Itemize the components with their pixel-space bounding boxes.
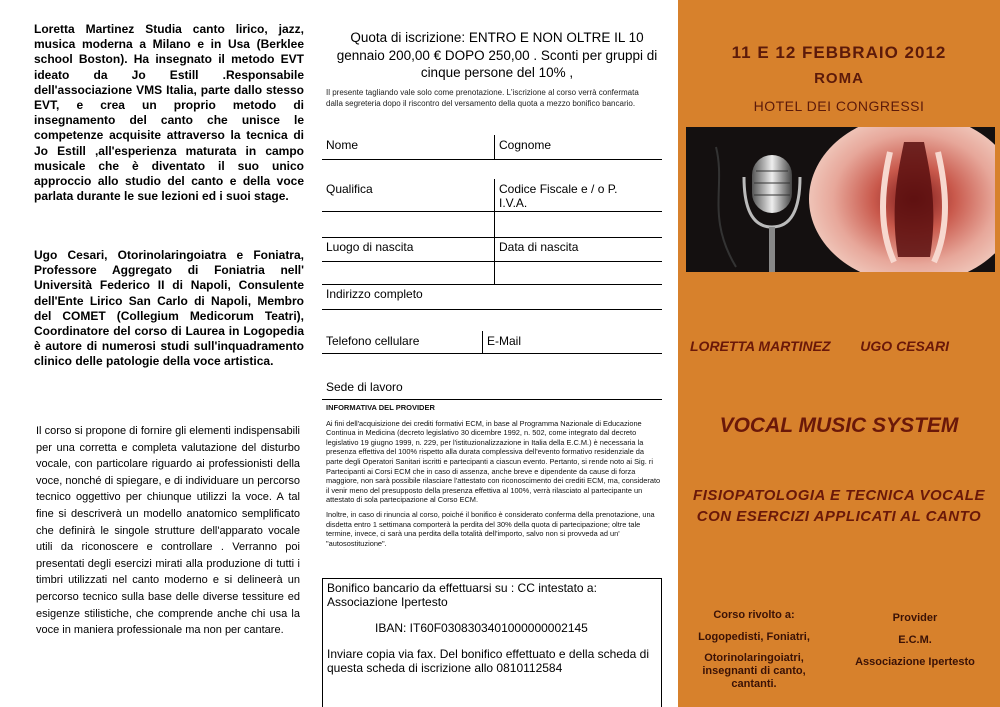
provider-block <box>840 611 990 669</box>
qualifica-field[interactable] <box>322 179 494 196</box>
telefono-field[interactable] <box>322 331 482 348</box>
bank-transfer-box <box>322 578 662 707</box>
cognome-label: Cognome <box>499 138 552 152</box>
divider <box>482 331 483 353</box>
bio-ugo-cesari: Ugo Cesari, Otorinolaringoiatra e Foniatra, Professore Aggregato di Foniatria nell' Università Federico II di Napoli, Consulente dell'Ente Lirico San Carlo di Napoli, Membro del COMET (Collegium Medicorum Teatri), Coordinatore del corso di Laurea in Logopedia è autore di numerosi studi sull'inquadramento clinico delle patologie della voce artistica. <box>34 248 304 369</box>
bio-loretta-martinez: Loretta Martinez Studia canto lirico, jazz, musica moderna a Milano e in Usa (Berklee school Boston). Ha insegnato il metodo EVT ideato da Jo Estill .Responsabile dell'associazione VMS Italia, parte dallo stesso EVT, e crea un proprio metodo di insegnamento del canto che unisce le competenze acquisite attraverso la tecnica di Jo Estill ,all'esperienza maturata in campo musicale che è diventato il suo unico approccio allo studio del canto e della voce parlata durante le sue lezioni ed i suoi stage. <box>34 22 304 204</box>
cognome-field[interactable] <box>495 135 662 152</box>
provider-name: Associazione Ipertesto <box>855 656 975 668</box>
divider <box>494 237 495 284</box>
telefono-label: Telefono cellulare <box>326 334 420 348</box>
cover-image-icon <box>686 127 995 272</box>
speakers <box>690 338 990 354</box>
luogo-nascita-label: Luogo di nascita <box>326 240 414 254</box>
event-subtitle: FISIOPATOLOGIA E TECNICA VOCALE CON ESERCIZI APPLICATI AL CANTO <box>693 487 985 525</box>
sede-lavoro-label: Sede di lavoro <box>326 380 403 394</box>
codice-fiscale-field[interactable] <box>495 179 645 210</box>
form-row-contact <box>322 331 662 354</box>
provider-heading: Provider <box>892 612 938 624</box>
bonifico-line1: Bonifico bancario da effettuarsi su : CC intestato a: <box>327 581 597 595</box>
indirizzo-label: Indirizzo completo <box>326 287 423 301</box>
bonifico-instructions: Inviare copia via fax. Del bonifico effettuato e della scheda di questa scheda di iscrizione allo 0810112584 <box>327 647 649 675</box>
divider <box>494 179 495 237</box>
booking-note: Il presente tagliando vale solo come prenotazione. L'iscrizione al corso verrà confermata dalla segreteria dopo il riscontro del versamento della quota a mezzo bonifico bancario. <box>326 88 639 108</box>
data-nascita-field[interactable] <box>495 237 662 254</box>
form-row-qualifica <box>322 179 662 212</box>
event-title: VOCAL MUSIC SYSTEM <box>719 414 959 437</box>
sede-lavoro-field[interactable] <box>322 377 662 394</box>
nome-label: Nome <box>326 138 359 152</box>
form-row-work <box>322 377 662 400</box>
email-field[interactable] <box>483 331 662 348</box>
event-city: ROMA <box>814 70 864 87</box>
luogo-nascita-field[interactable] <box>322 237 494 254</box>
form-row-spacer <box>322 262 662 285</box>
form-row-address <box>322 284 662 310</box>
informativa-cancellation-paragraph: Inoltre, in caso di rinuncia al corso, poiché il bonifico è considerato conferma della prenotazione, una disdetta entro 1 settimana comporterà la perdita del 30% della quota di partecipazione; oltre tale termine, invece, ci sarà una perdita della totalità dell'importo, salvo non si provveda ad un' "autosostituzione". <box>326 509 655 548</box>
codice-fiscale-label: Codice Fiscale e / o P. I.V.A. <box>499 182 618 210</box>
form-row-spacer <box>322 212 662 238</box>
informativa-heading: INFORMATIVA DEL PROVIDER <box>326 403 435 412</box>
informativa-ecm-paragraph: Ai fini dell'acquisizione dei crediti formativi ECM, in base al Programma Nazionale di Educazione Continua in Medicina (decreto legislativo 30 dicembre 1992, n. 502, come integrato dal decreto legislativo 19 giugno 1999, n. 229, per l'istituzionalizzazione in Italia della E.C.M.) è necessaria la presenza effettiva del 100% rispetto alla durata complessiva dell'evento formativo residenziale da parte degli Operatori Sanitari iscritti e partecipanti a ciascun evento. Pertanto, si rende noto ai Sig. ri Partecipanti ai Corsi ECM che in caso di assenza, anche breve e dipendente da cause di forza maggiore, non sarà possibile rilasciare l'attestato con riconoscimento dei crediti ECM, ma, considerato il venir meno del presupposto della presenza effettiva al 100%, verrà rilasciato al partecipante un attestato di sola partecipazione al Corso ECM. <box>326 418 661 505</box>
provider-information <box>326 403 662 553</box>
form-row-name <box>322 135 662 160</box>
registration-fee: Quota di iscrizione: ENTRO E NON OLTRE IL 10 gennaio 200,00 € DOPO 250,00 . Sconti per gruppi di cinque persone del 10% , <box>336 30 658 80</box>
speaker-ugo-cesari: UGO CESARI <box>860 338 949 354</box>
bonifico-beneficiary: Associazione Ipertesto <box>327 595 448 609</box>
event-date: 11 E 12 FEBBRAIO 2012 <box>731 43 947 62</box>
email-label: E-Mail <box>487 334 522 348</box>
speaker-loretta-martinez: LORETTA MARTINEZ <box>690 338 831 354</box>
microphone-and-larynx-image <box>686 127 995 272</box>
event-venue: HOTEL DEI CONGRESSI <box>753 98 925 114</box>
target-audience <box>684 608 824 691</box>
divider <box>494 135 495 159</box>
corso-line1: Logopedisti, Foniatri, <box>698 631 810 643</box>
form-row-birth <box>322 237 662 262</box>
course-description: Il corso si propone di fornire gli elementi indispensabili per una corretta e completa valutazione del disturbo vocale, con particolare riguardo ai professionisti della voce, nonché di spiegare, e di individuare un percorso tecnico oggettivo per chiunque utilizzi la voce. A tal fine si descriverà un modello anatomico semplificato che definirà le singole strutture dell'apparato vocale utili da riconoscere e controllare . Verranno poi presentati degli esercizi mirati alla produzione di tutti i timbri utilizzati nel canto moderno e si delineerà un percorso tecnico sulla base delle diverse tessiture ed esigenze stilistiche, che comprende anche chi usa la voce in maniera professionale ma non per cantare. <box>36 425 300 637</box>
qualifica-label: Qualifica <box>326 182 373 196</box>
indirizzo-field[interactable] <box>322 284 662 301</box>
nome-field[interactable] <box>322 135 494 152</box>
corso-line2: Otorinolaringoiatri, insegnanti di canto, cantanti. <box>702 652 806 690</box>
provider-ecm: E.C.M. <box>898 634 932 646</box>
corso-heading: Corso rivolto a: <box>713 609 795 621</box>
data-nascita-label: Data di nascita <box>499 240 579 254</box>
iban: IBAN: IT60F0308303401000000002145 <box>375 621 588 635</box>
